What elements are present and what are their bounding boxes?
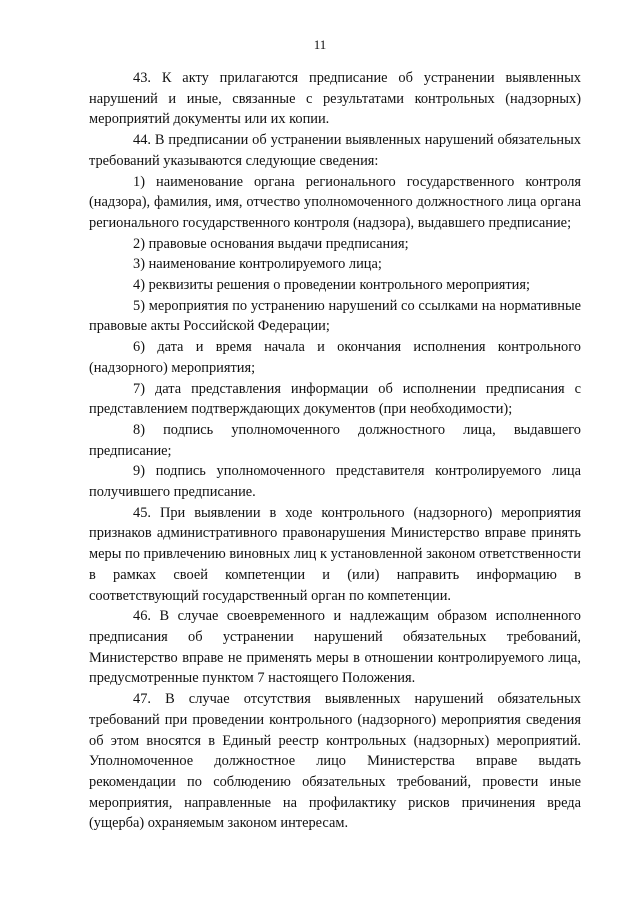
paragraph-44: 44. В предписании об устранении выявленных нарушений обязательных требований указываются следующие сведения: bbox=[89, 132, 581, 169]
list-item-1: 1) наименование органа регионального государственного контроля (надзора), фамилия, имя, отчество уполномоченного должностного лица органа регионального государственного контроля (надзора), выдавшего предписание; bbox=[89, 173, 581, 231]
list-item-6: 6) дата и время начала и окончания исполнения контрольного (надзорного) мероприятия; bbox=[89, 339, 581, 376]
paragraph-46: 46. В случае своевременного и надлежащим образом исполненного предписания об устранении нарушений обязательных требований, Министерство вправе не применять меры в отношении контролируемого лица, предусмотренные пунктом 7 настоящего Положения. bbox=[89, 608, 581, 687]
page-number: 11 bbox=[313, 37, 327, 52]
list-item-2: 2) правовые основания выдачи предписания; bbox=[133, 235, 409, 252]
list-item-3: 3) наименование контролируемого лица; bbox=[133, 256, 382, 273]
list-item-9: 9) подпись уполномоченного представителя контролируемого лица получившего предписание. bbox=[89, 463, 581, 501]
paragraph-47: 47. В случае отсутствия выявленных нарушений обязательных требований при проведении контрольного (надзорного) мероприятия сведения об этом вносятся в Единый реестр контрольных (надзорных) мероприятий. Уполномоченное должностное лицо Министерства вправе выдать рекомендации по соблюдению обязательных требований, провести иные мероприятия, направленные на профилактику рисков причинения вреда (ущерба) охраняемым законом интересам. bbox=[89, 691, 581, 832]
paragraph-43: 43. К акту прилагаются предписание об устранении выявленных нарушений и иные, связанные с результатами контрольных (надзорных) мероприятий документы или их копии. bbox=[89, 70, 581, 128]
list-item-8: 8) подпись уполномоченного должностного лица, выдавшего предписание; bbox=[89, 421, 581, 459]
document-body bbox=[89, 68, 581, 834]
paragraph-45: 45. При выявлении в ходе контрольного (надзорного) мероприятия признаков административного правонарушения Министерство вправе принять меры по привлечению виновных лиц к установленной законом ответственности в рамках своей компетенции и (или) направить информацию в соответствующий государственный орган по компетенции. bbox=[89, 504, 581, 604]
list-item-7: 7) дата представления информации об исполнении предписания с представлением подтверждающих документов (при необходимости); bbox=[89, 380, 581, 418]
list-item-5: 5) мероприятия по устранению нарушений со ссылками на нормативные правовые акты Российской Федерации; bbox=[89, 297, 581, 335]
list-item-4: 4) реквизиты решения о проведении контрольного мероприятия; bbox=[133, 277, 530, 294]
